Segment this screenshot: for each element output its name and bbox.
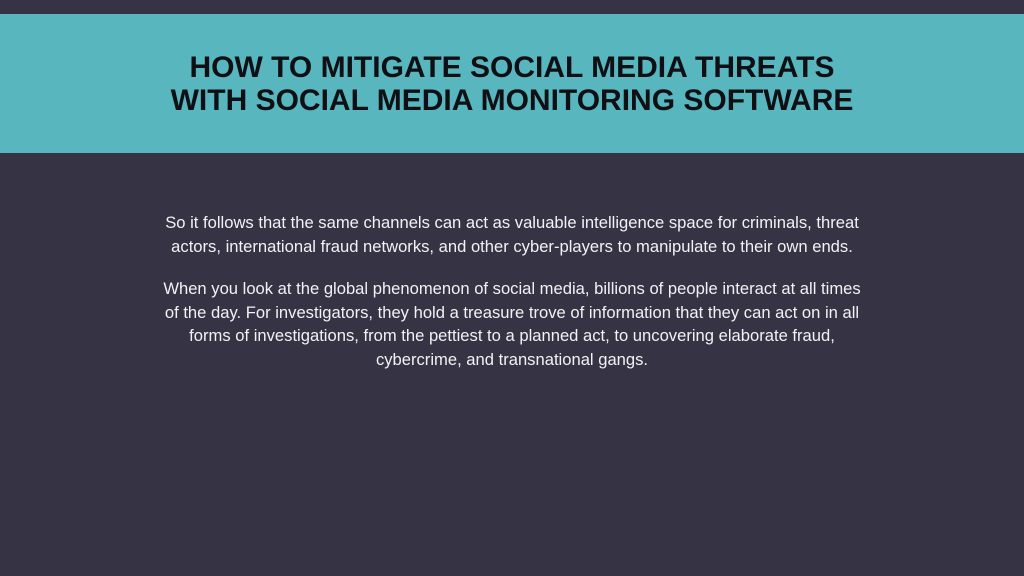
title-line: HOW TO MITIGATE SOCIAL MEDIA THREATS	[189, 50, 835, 84]
paragraph-1	[100, 211, 924, 258]
title-line: WITH SOCIAL MEDIA MONITORING SOFTWARE	[170, 83, 854, 117]
paragraph-line: cybercrime, and transnational gangs.	[375, 349, 649, 369]
paragraph-2	[100, 277, 924, 371]
body-text	[100, 211, 924, 390]
paragraph-line: actors, international fraud networks, and other cyber-players to manipulate to their own ends.	[171, 236, 853, 256]
paragraph-line: of the day. For investigators, they hold a treasure trove of information that they can act on in all	[164, 302, 860, 322]
paragraph-line: So it follows that the same channels can act as valuable intelligence space for criminals, threat	[165, 213, 859, 232]
slide-title	[171, 51, 854, 117]
title-band	[0, 14, 1024, 153]
paragraph-line: forms of investigations, from the pettiest to a planned act, to uncovering elaborate fraud,	[189, 326, 835, 345]
paragraph-line: When you look at the global phenomenon of social media, billions of people interact at all times	[163, 279, 861, 298]
